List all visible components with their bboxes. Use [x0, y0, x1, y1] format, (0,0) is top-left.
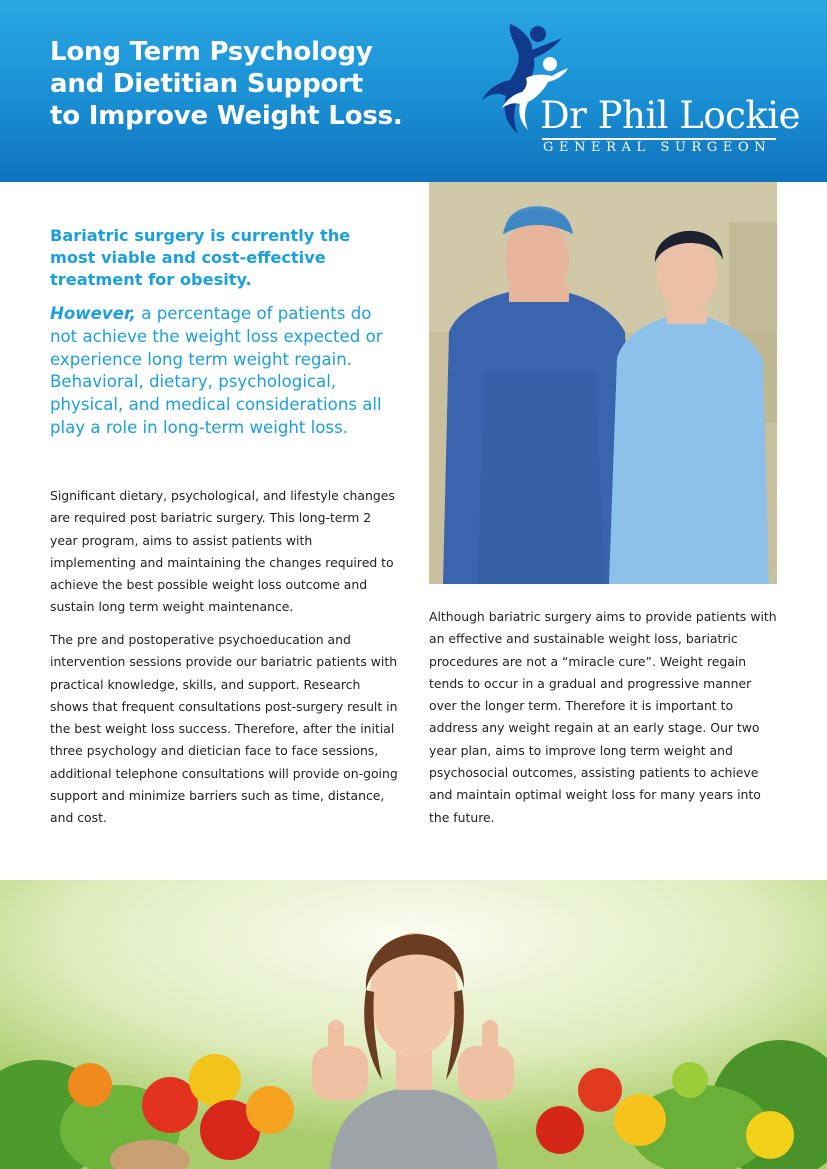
- paragraph: Although bariatric surgery aims to provide patients with an effective and sustainable weight loss, bariatric procedures are not a “miracle cure”. Weight regain tends to occur in a gradual and progressive manner over the longer term. Therefore it is important to address any weight regain at an early stage. Our two year plan, aims to improve long term weight and psychosocial outcomes, assisting patients to achieve and maintain optimal weight loss for many years into the future.: [429, 609, 777, 825]
- header-banner: [0, 0, 827, 182]
- page-title: [50, 36, 470, 132]
- title-line: Long Term Psychology: [50, 37, 373, 67]
- logo-name: Dr Phil Lockie: [540, 94, 800, 137]
- surgeons-illustration: [429, 182, 777, 584]
- woman-with-vegetables-illustration: [0, 880, 827, 1169]
- intro-emphasis: However,: [50, 304, 136, 323]
- surgeons-photo: [429, 182, 777, 584]
- title-line: and Dietitian Support: [50, 69, 364, 99]
- logo: [478, 20, 800, 160]
- healthy-food-photo: [0, 880, 827, 1169]
- intro-body-text: a percentage of patients do not achieve the weight loss expected or experience long term weight regain. Behavioral, dietary, psychological, physical, and medical considerations all play a role in long-term weight loss.: [50, 304, 383, 437]
- intro-lead: Bariatric surgery is currently the most viable and cost-effective treatment for obesity.: [50, 226, 351, 289]
- paragraph: The pre and postoperative psychoeducation and intervention sessions provide our bariatric patients with practical knowledge, skills, and support. Research shows that frequent consultations post-surgery result in the best weight loss success. Therefore, after the initial three psychology and dietician face to face sessions, additional telephone consultations will provide on-going support and minimize barriers such as time, distance, and cost.: [50, 632, 398, 826]
- title-line: to Improve Weight Loss.: [50, 101, 403, 131]
- intro-body: [50, 303, 395, 440]
- paragraph: Significant dietary, psychological, and lifestyle changes are required post bariatric surgery. This long-term 2 year program, aims to assist patients with implementing and maintaining the changes required to achieve the best possible weight loss outcome and sustain long term weight maintenance.: [50, 488, 395, 615]
- logo-subtitle: GENERAL SURGEON: [543, 140, 772, 155]
